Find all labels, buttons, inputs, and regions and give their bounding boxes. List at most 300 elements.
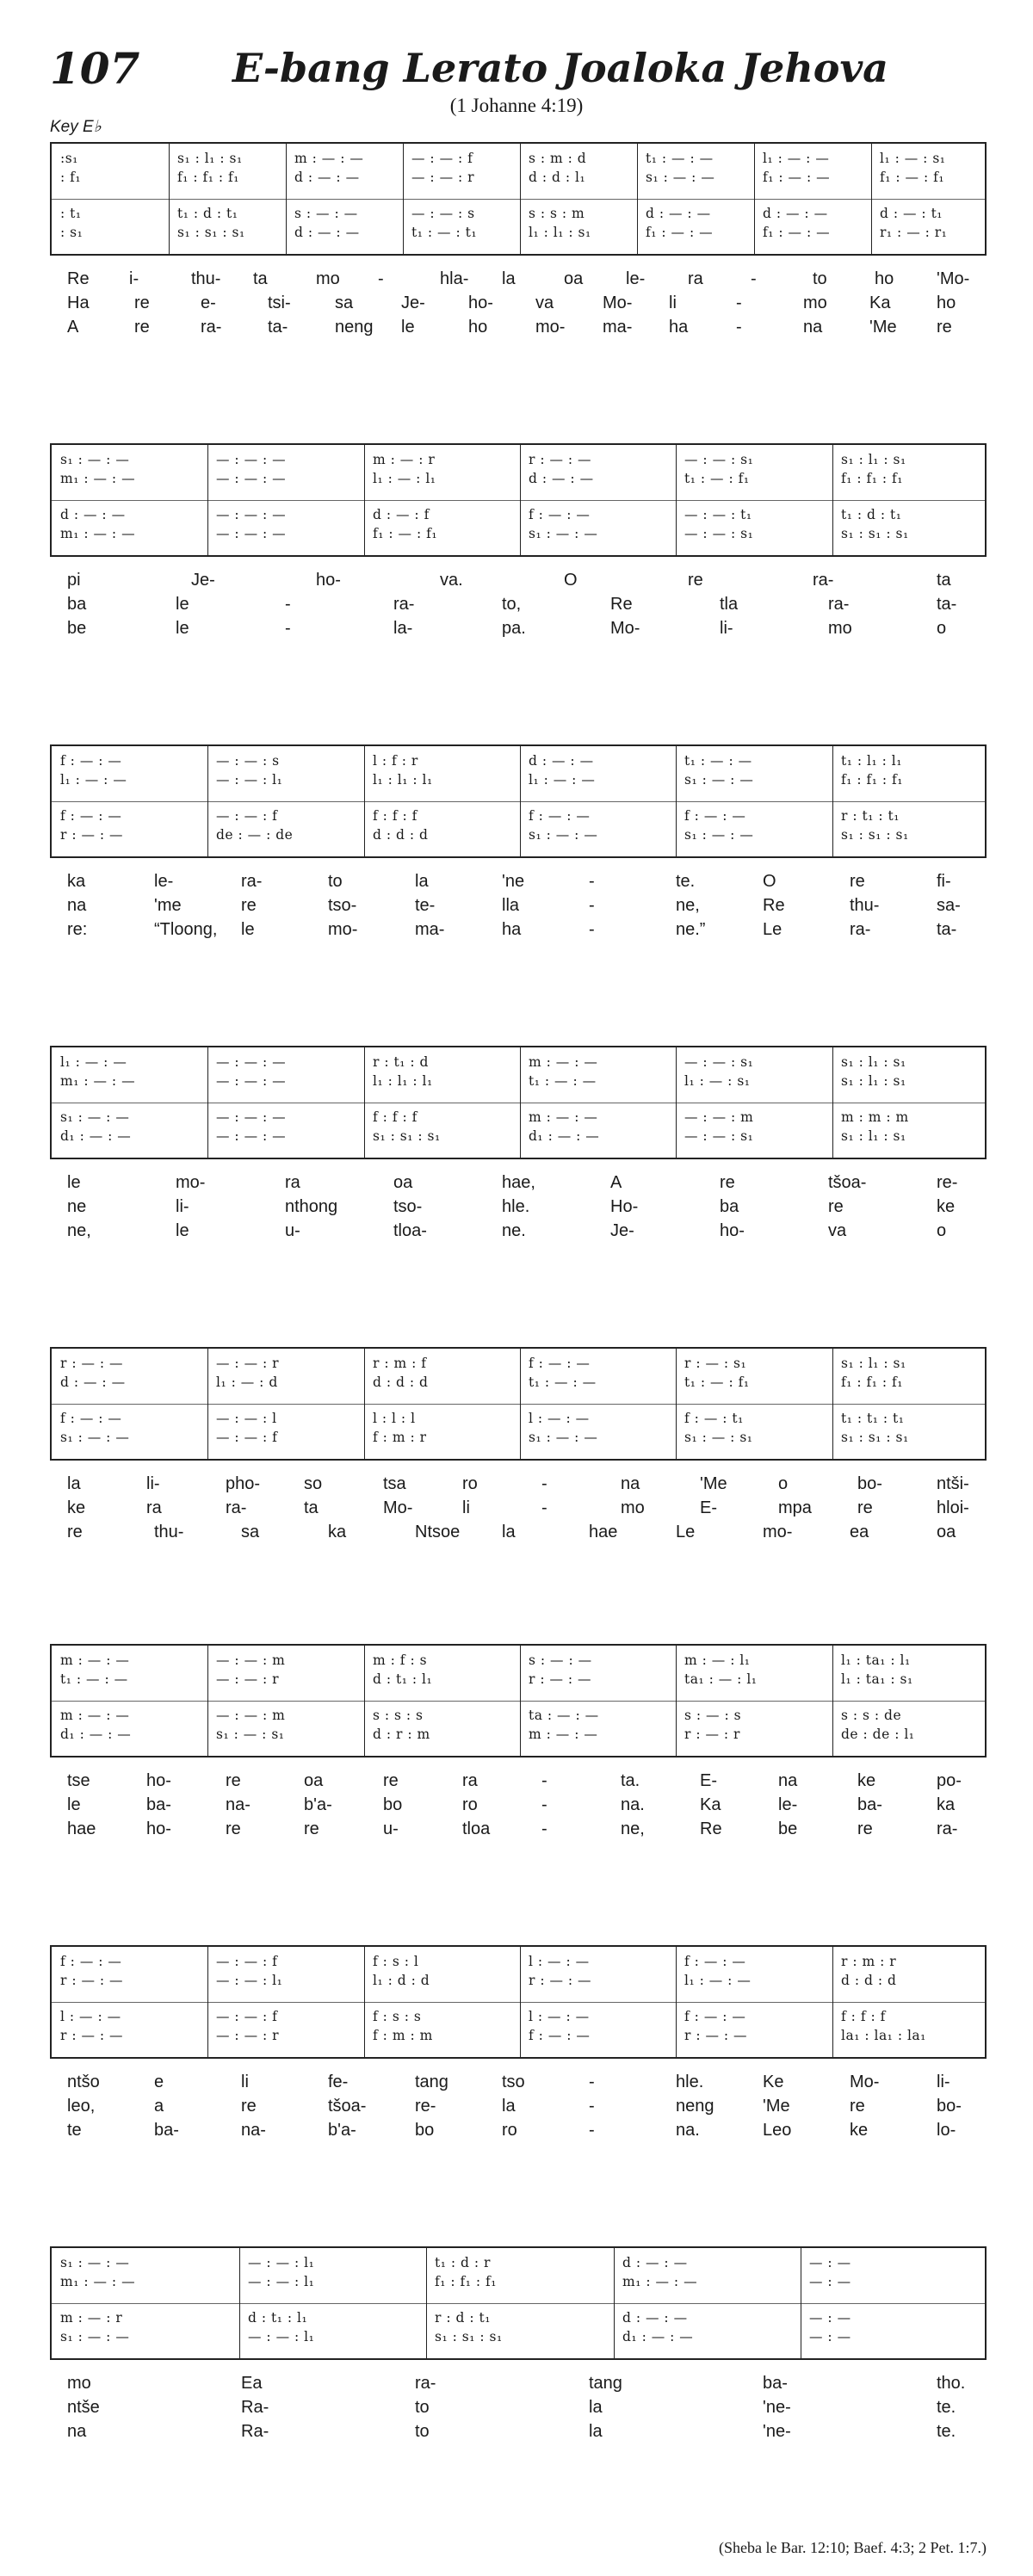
lyric-syllable: la bbox=[502, 1523, 516, 1541]
lyric-syllable: re: bbox=[67, 920, 88, 939]
lyric-syllable: ra bbox=[462, 1771, 478, 1790]
solfa-measure: s₁ : s₁ : s₁ bbox=[841, 1430, 909, 1445]
lyrics-block bbox=[50, 571, 987, 674]
lyric-syllable: le bbox=[176, 1221, 189, 1240]
barline bbox=[676, 1947, 677, 2057]
barline bbox=[676, 1349, 677, 1459]
solfa-measure: — : — : f bbox=[216, 2009, 278, 2024]
lyric-syllable: ne, bbox=[676, 896, 700, 915]
lyric-verse-line bbox=[67, 1221, 980, 1245]
solfa-measure: de : — : de bbox=[216, 827, 294, 843]
solfa-measure: r : — : — bbox=[60, 827, 124, 843]
lyric-syllable: le bbox=[67, 1173, 81, 1192]
solfa-measure: m : — : r bbox=[373, 452, 436, 467]
lyric-syllable: le bbox=[241, 920, 255, 939]
solfa-measure: — : — : l₁ bbox=[248, 2329, 315, 2344]
solfa-measure: f : — : — bbox=[529, 507, 591, 522]
lyric-syllable: te. bbox=[676, 872, 696, 891]
solfa-measure: r : — : — bbox=[60, 2028, 124, 2043]
solfa-measure: f : — : t₁ bbox=[684, 1411, 744, 1426]
solfa-measure: — : — : l₁ bbox=[248, 2255, 315, 2270]
lyric-syllable: ho- bbox=[146, 1771, 171, 1790]
lyric-syllable: ra- bbox=[937, 1819, 958, 1838]
lyric-syllable: va bbox=[535, 293, 554, 312]
lyric-verse-line bbox=[67, 1474, 980, 1498]
lyric-syllable: re bbox=[67, 1523, 83, 1541]
lyric-syllable: 'ne bbox=[502, 872, 525, 891]
lyric-syllable: i- bbox=[129, 269, 139, 288]
barline bbox=[364, 746, 365, 856]
lyric-syllable: tang bbox=[415, 2073, 448, 2091]
lyric-syllable: na. bbox=[676, 2121, 700, 2140]
lyric-syllable: bo bbox=[383, 1795, 403, 1814]
lyric-syllable: ra- bbox=[813, 571, 834, 590]
solfa-measure: s₁ : s₁ : s₁ bbox=[435, 2329, 503, 2344]
solfa-measure: f : — : — bbox=[529, 1356, 591, 1371]
barline bbox=[832, 1047, 833, 1158]
solfa-measure: : s₁ bbox=[60, 225, 84, 240]
solfa-measure: f : — : — bbox=[684, 1954, 746, 1969]
barline bbox=[614, 2248, 615, 2358]
lyric-syllable: la bbox=[502, 2097, 516, 2116]
lyric-syllable: na bbox=[67, 2422, 87, 2441]
solfa-measure: d : — : — bbox=[622, 2310, 688, 2326]
lyric-syllable: re- bbox=[937, 1173, 958, 1192]
lyric-syllable: ntšo bbox=[67, 2073, 100, 2091]
lyric-syllable: la bbox=[67, 1474, 81, 1493]
solfa-measure: — : — : r bbox=[216, 2028, 280, 2043]
solfa-measure: — : — : — bbox=[216, 452, 287, 467]
staff-divider bbox=[52, 1701, 985, 1702]
lyric-syllable: re bbox=[226, 1771, 241, 1790]
solfa-measure: t₁ : t₁ : t₁ bbox=[841, 1411, 905, 1426]
solfa-measure: f : — : — bbox=[529, 2028, 591, 2043]
staff-divider bbox=[52, 500, 985, 501]
solfa-measure: — : — : — bbox=[216, 1128, 287, 1144]
barline bbox=[364, 1349, 365, 1459]
barline bbox=[364, 1047, 365, 1158]
lyric-syllable: - bbox=[736, 318, 742, 337]
solfa-measure: — : — : s₁ bbox=[684, 452, 754, 467]
barline bbox=[169, 144, 170, 254]
solfa-measure: f₁ : f₁ : f₁ bbox=[841, 471, 904, 486]
barline bbox=[676, 1646, 677, 1756]
lyric-syllable: tsi- bbox=[268, 293, 291, 312]
lyric-syllable: A bbox=[67, 318, 79, 337]
solfa-measure: — : — : — bbox=[216, 526, 287, 541]
lyric-syllable: b'a- bbox=[304, 1795, 332, 1814]
solfa-measure: d : d : l₁ bbox=[529, 170, 586, 185]
lyric-syllable: mo- bbox=[763, 1523, 793, 1541]
lyric-syllable: pa. bbox=[502, 619, 526, 638]
lyric-verse-line bbox=[67, 872, 980, 896]
barline bbox=[754, 144, 755, 254]
lyric-syllable: leo, bbox=[67, 2097, 96, 2116]
lyric-verse-line bbox=[67, 2073, 980, 2097]
lyric-syllable: ta bbox=[253, 269, 268, 288]
solfa-measure: f : — : — bbox=[60, 753, 122, 769]
barline bbox=[520, 1947, 521, 2057]
solfa-measure: — : — : f bbox=[216, 1430, 278, 1445]
solfa-measure: d : — : — bbox=[294, 170, 360, 185]
lyric-syllable: - bbox=[751, 269, 757, 288]
lyrics-block bbox=[50, 1474, 987, 1578]
solfa-measure: s₁ : s₁ : s₁ bbox=[373, 1128, 441, 1144]
solfa-measure: m : — : — bbox=[529, 1109, 598, 1125]
lyric-syllable: 'Mo- bbox=[937, 269, 970, 288]
hymn-number: 107 bbox=[50, 43, 140, 94]
barline bbox=[364, 1646, 365, 1756]
lyric-syllable: Ka bbox=[700, 1795, 721, 1814]
solfa-measure: s : s : m bbox=[529, 206, 585, 221]
solfa-measure: d : d : d bbox=[841, 1973, 897, 1988]
lyric-syllable: re bbox=[850, 2097, 865, 2116]
music-system bbox=[50, 1945, 987, 2176]
solfa-measure: r : — : — bbox=[529, 1973, 592, 1988]
lyric-syllable: mo- bbox=[176, 1173, 206, 1192]
lyric-verse-line bbox=[67, 293, 980, 318]
solfa-measure: d₁ : — : — bbox=[622, 2329, 694, 2344]
lyric-syllable: 'Me bbox=[763, 2097, 790, 2116]
lyric-syllable: ra- bbox=[226, 1498, 247, 1517]
solfa-measure: l : — : — bbox=[529, 1411, 590, 1426]
hymn-header bbox=[0, 0, 1033, 136]
solfa-measure: s₁ : s₁ : s₁ bbox=[841, 827, 909, 843]
solfa-measure: t₁ : — : — bbox=[529, 1374, 597, 1390]
lyric-verse-line bbox=[67, 1795, 980, 1819]
solfa-measure: r : t₁ : t₁ bbox=[841, 808, 900, 824]
barline bbox=[520, 1349, 521, 1459]
lyric-verse-line bbox=[67, 1197, 980, 1221]
solfa-measure: t₁ : d : t₁ bbox=[177, 206, 238, 221]
lyric-syllable: bo- bbox=[937, 2097, 962, 2116]
lyric-syllable: le bbox=[401, 318, 415, 337]
lyrics-block bbox=[50, 2374, 987, 2477]
lyric-syllable: Ra- bbox=[241, 2398, 269, 2417]
solfa-measure: — : — : — bbox=[216, 507, 287, 522]
solfa-measure: s₁ : — : — bbox=[60, 1430, 130, 1445]
staff-divider bbox=[52, 801, 985, 802]
lyric-syllable: la bbox=[589, 2398, 603, 2417]
solfa-measure: f₁ : — : — bbox=[763, 225, 831, 240]
barline bbox=[520, 445, 521, 555]
solfa-measure: — : — bbox=[809, 2274, 851, 2289]
solfa-measure: f₁ : — : f₁ bbox=[373, 526, 438, 541]
lyric-syllable: u- bbox=[285, 1221, 300, 1240]
solfa-measure: m₁ : — : — bbox=[60, 471, 136, 486]
solfa-measure: — : — : f bbox=[216, 808, 278, 824]
barline bbox=[520, 746, 521, 856]
lyric-syllable: - bbox=[541, 1771, 547, 1790]
lyric-syllable: ta bbox=[304, 1498, 319, 1517]
solfa-measure: t₁ : — : f₁ bbox=[684, 471, 750, 486]
solfa-measure: — : — : m bbox=[216, 1652, 286, 1668]
lyric-syllable: Le bbox=[676, 1523, 696, 1541]
lyric-syllable: ke bbox=[67, 1498, 86, 1517]
lyric-syllable: ta bbox=[937, 571, 951, 590]
solfa-measure: — : — : f bbox=[411, 151, 473, 166]
solfa-measure: t₁ : — : f₁ bbox=[684, 1374, 750, 1390]
solfa-measure: d₁ : — : — bbox=[529, 1128, 600, 1144]
lyric-syllable: ra- bbox=[850, 920, 871, 939]
solfa-measure: f₁ : f₁ : f₁ bbox=[435, 2274, 498, 2289]
lyric-syllable: ho- bbox=[146, 1819, 171, 1838]
lyric-syllable: - bbox=[589, 920, 595, 939]
staff-divider bbox=[52, 2002, 985, 2003]
solfa-staff bbox=[50, 1644, 987, 1757]
solfa-measure: f : — : — bbox=[60, 1954, 122, 1969]
lyric-syllable: to bbox=[813, 269, 827, 288]
solfa-measure: s₁ : — : s₁ bbox=[216, 1727, 285, 1742]
lyric-syllable: fe- bbox=[328, 2073, 349, 2091]
solfa-measure: r₁ : — : r₁ bbox=[880, 225, 948, 240]
solfa-measure: r : t₁ : d bbox=[373, 1054, 429, 1070]
solfa-measure: s₁ : l₁ : s₁ bbox=[841, 1128, 906, 1144]
lyrics-block bbox=[50, 872, 987, 975]
lyrics-block bbox=[50, 269, 987, 373]
music-system bbox=[50, 1046, 987, 1276]
solfa-measure: l₁ : ta₁ : l₁ bbox=[841, 1652, 911, 1668]
solfa-measure: — : — : t₁ bbox=[684, 507, 752, 522]
lyric-syllable: tsa bbox=[383, 1474, 406, 1493]
solfa-measure: f : m : m bbox=[373, 2028, 433, 2043]
lyric-syllable: va. bbox=[440, 571, 463, 590]
lyric-syllable: mo bbox=[828, 619, 852, 638]
solfa-measure: d : d : d bbox=[373, 1374, 429, 1390]
solfa-measure: l : — : — bbox=[60, 2009, 121, 2024]
lyric-syllable: ea bbox=[850, 1523, 869, 1541]
lyric-syllable: neng bbox=[676, 2097, 714, 2116]
solfa-measure: m₁ : — : — bbox=[60, 526, 136, 541]
solfa-measure: d : — : t₁ bbox=[880, 206, 943, 221]
lyric-syllable: ro bbox=[502, 2121, 517, 2140]
solfa-measure: l : — : — bbox=[529, 1954, 590, 1969]
lyric-syllable: to bbox=[415, 2422, 430, 2441]
solfa-measure: s₁ : l₁ : s₁ bbox=[841, 1356, 906, 1371]
lyric-syllable: - bbox=[541, 1474, 547, 1493]
lyric-syllable: sa bbox=[241, 1523, 260, 1541]
solfa-measure: f : — : — bbox=[684, 808, 746, 824]
lyric-verse-line bbox=[67, 920, 980, 944]
lyric-syllable: mo bbox=[67, 2374, 91, 2393]
solfa-measure: — : — : l₁ bbox=[216, 1973, 283, 1988]
lyric-syllable: ta- bbox=[268, 318, 288, 337]
music-system bbox=[50, 744, 987, 975]
barline bbox=[832, 746, 833, 856]
solfa-measure: m₁ : — : — bbox=[60, 1073, 136, 1089]
lyric-syllable: na. bbox=[621, 1795, 645, 1814]
lyric-syllable: - bbox=[736, 293, 742, 312]
solfa-measure: l : l : l bbox=[373, 1411, 416, 1426]
solfa-measure: — : — : l₁ bbox=[248, 2274, 315, 2289]
solfa-measure: — : — bbox=[809, 2310, 851, 2326]
solfa-measure: — : — : r bbox=[216, 1356, 280, 1371]
lyric-syllable: re bbox=[850, 872, 865, 891]
lyric-syllable: ma- bbox=[415, 920, 445, 939]
lyric-syllable: re- bbox=[415, 2097, 436, 2116]
lyric-syllable: re bbox=[304, 1819, 319, 1838]
lyric-syllable: ba bbox=[67, 595, 87, 614]
lyric-syllable: la- bbox=[393, 619, 413, 638]
solfa-measure: — : — : — bbox=[216, 471, 287, 486]
lyric-syllable: le- bbox=[778, 1795, 798, 1814]
lyric-syllable: va bbox=[828, 1221, 847, 1240]
solfa-measure: f : m : r bbox=[373, 1430, 427, 1445]
solfa-measure: s₁ : — : — bbox=[529, 827, 598, 843]
barline bbox=[676, 746, 677, 856]
lyric-syllable: Mo- bbox=[850, 2073, 880, 2091]
solfa-staff bbox=[50, 142, 987, 256]
solfa-measure: s₁ : l₁ : s₁ bbox=[177, 151, 243, 166]
solfa-measure: la₁ : la₁ : la₁ bbox=[841, 2028, 926, 2043]
barline bbox=[426, 2248, 427, 2358]
barline bbox=[286, 144, 287, 254]
hymn-scripture-reference: (1 Johanne 4:19) bbox=[449, 95, 584, 116]
lyric-syllable: thu- bbox=[154, 1523, 184, 1541]
lyric-syllable: re bbox=[720, 1173, 735, 1192]
solfa-measure: — : — : f bbox=[216, 1954, 278, 1969]
lyric-syllable: mo- bbox=[328, 920, 358, 939]
lyric-syllable: tso- bbox=[393, 1197, 423, 1216]
lyric-syllable: - bbox=[285, 595, 291, 614]
lyric-syllable: oa bbox=[304, 1771, 324, 1790]
solfa-measure: s₁ : s₁ : s₁ bbox=[177, 225, 245, 240]
lyric-syllable: ra- bbox=[393, 595, 415, 614]
lyric-syllable: Ka bbox=[869, 293, 891, 312]
solfa-measure: : f₁ bbox=[60, 170, 82, 185]
barline bbox=[520, 144, 521, 254]
lyric-syllable: tso bbox=[502, 2073, 525, 2091]
solfa-measure: l₁ : — : l₁ bbox=[373, 471, 436, 486]
lyric-syllable: Mo- bbox=[383, 1498, 413, 1517]
lyric-syllable: neng bbox=[335, 318, 374, 337]
solfa-measure: — : — : r bbox=[216, 1671, 280, 1687]
lyric-syllable: na bbox=[778, 1771, 798, 1790]
lyric-syllable: ntše bbox=[67, 2398, 100, 2417]
lyric-syllable: thu- bbox=[850, 896, 880, 915]
lyric-syllable: “Tloong, bbox=[154, 920, 218, 939]
solfa-measure: d₁ : — : — bbox=[60, 1128, 132, 1144]
solfa-measure: m : f : s bbox=[373, 1652, 428, 1668]
barline bbox=[637, 144, 638, 254]
lyric-syllable: pho- bbox=[226, 1474, 261, 1493]
lyric-syllable: Leo bbox=[763, 2121, 792, 2140]
lyric-verse-line bbox=[67, 1523, 980, 1547]
lyric-syllable: A bbox=[610, 1173, 622, 1192]
lyric-syllable: tso- bbox=[328, 896, 357, 915]
solfa-measure: t₁ : — : — bbox=[684, 753, 752, 769]
solfa-measure: m₁ : — : — bbox=[622, 2274, 698, 2289]
lyric-syllable: Je- bbox=[191, 571, 215, 590]
lyric-syllable: Re bbox=[67, 269, 90, 288]
solfa-measure: :s₁ bbox=[60, 151, 78, 166]
solfa-measure: — : — : — bbox=[216, 1109, 287, 1125]
lyric-verse-line bbox=[67, 619, 980, 643]
solfa-measure: — : — : s₁ bbox=[684, 1054, 754, 1070]
lyric-syllable: ra- bbox=[415, 2374, 436, 2393]
lyric-syllable: E- bbox=[700, 1498, 717, 1517]
solfa-measure: s₁ : — : — bbox=[60, 2255, 130, 2270]
solfa-measure: f : f : f bbox=[841, 2009, 886, 2024]
lyric-syllable: ke bbox=[937, 1197, 956, 1216]
lyric-syllable: re bbox=[226, 1819, 241, 1838]
barline bbox=[207, 1047, 208, 1158]
lyric-syllable: e bbox=[154, 2073, 164, 2091]
lyric-syllable: ra- bbox=[828, 595, 850, 614]
solfa-measure: l : — : — bbox=[529, 2009, 590, 2024]
lyric-syllable: ba bbox=[720, 1197, 739, 1216]
solfa-measure: d : — : — bbox=[622, 2255, 688, 2270]
solfa-measure: f : f : f bbox=[373, 808, 418, 824]
solfa-measure: l₁ : l₁ : s₁ bbox=[529, 225, 591, 240]
solfa-measure: f₁ : f₁ : f₁ bbox=[841, 1374, 904, 1390]
barline bbox=[364, 445, 365, 555]
lyric-verse-line bbox=[67, 571, 980, 595]
solfa-measure: — : — : — bbox=[216, 1073, 287, 1089]
solfa-measure: f : f : f bbox=[373, 1109, 418, 1125]
lyric-syllable: Mo- bbox=[610, 619, 640, 638]
barline bbox=[676, 1047, 677, 1158]
lyric-syllable: re bbox=[383, 1771, 399, 1790]
solfa-measure: f : s : l bbox=[373, 1954, 419, 1969]
lyric-syllable: tšoa- bbox=[828, 1173, 867, 1192]
lyric-syllable: bo bbox=[415, 2121, 435, 2140]
lyric-syllable: be bbox=[778, 1819, 798, 1838]
staff-divider bbox=[52, 2303, 985, 2304]
lyric-syllable: ro bbox=[462, 1474, 478, 1493]
lyric-syllable: te. bbox=[937, 2398, 956, 2417]
solfa-measure: f : — : — bbox=[529, 808, 591, 824]
lyric-syllable: o bbox=[937, 1221, 947, 1240]
solfa-measure: s₁ : — : — bbox=[529, 526, 598, 541]
lyric-syllable: mo bbox=[621, 1498, 645, 1517]
lyric-syllable: sa- bbox=[937, 896, 961, 915]
barline bbox=[239, 2248, 240, 2358]
lyric-syllable: le bbox=[67, 1795, 81, 1814]
solfa-measure: l₁ : — : — bbox=[529, 772, 596, 788]
lyric-syllable: li- bbox=[720, 619, 733, 638]
lyric-syllable: ke bbox=[857, 1771, 876, 1790]
solfa-measure: — : — : s₁ bbox=[684, 1128, 754, 1144]
solfa-measure: d : d : d bbox=[373, 827, 429, 843]
solfa-measure: l₁ : — : — bbox=[60, 772, 127, 788]
solfa-measure: l : f : r bbox=[373, 753, 418, 769]
lyric-verse-line bbox=[67, 2374, 980, 2398]
lyric-syllable: Ha bbox=[67, 293, 90, 312]
solfa-measure: d : — : — bbox=[294, 225, 360, 240]
lyric-syllable: lo- bbox=[937, 2121, 956, 2140]
lyric-syllable: ho- bbox=[316, 571, 341, 590]
lyric-syllable: Ea bbox=[241, 2374, 263, 2393]
lyric-syllable: sa bbox=[335, 293, 354, 312]
solfa-measure: l₁ : — : — bbox=[684, 1973, 752, 1988]
lyric-syllable: fi- bbox=[937, 872, 951, 891]
solfa-measure: f₁ : f₁ : f₁ bbox=[177, 170, 240, 185]
solfa-measure: t₁ : — : t₁ bbox=[411, 225, 478, 240]
solfa-measure: s₁ : — : — bbox=[529, 1430, 598, 1445]
solfa-measure: — : — : s₁ bbox=[684, 526, 754, 541]
lyric-verse-line bbox=[67, 1498, 980, 1523]
lyric-syllable: to bbox=[415, 2398, 430, 2417]
lyric-syllable: - bbox=[589, 2121, 595, 2140]
lyric-syllable: hle. bbox=[676, 2073, 704, 2091]
solfa-measure: s₁ : — : — bbox=[684, 827, 754, 843]
solfa-measure: m : — : — bbox=[294, 151, 364, 166]
lyric-syllable: ho bbox=[937, 293, 956, 312]
solfa-measure: d : — : — bbox=[763, 206, 828, 221]
barline bbox=[207, 1947, 208, 2057]
solfa-measure: t₁ : d : r bbox=[435, 2255, 491, 2270]
